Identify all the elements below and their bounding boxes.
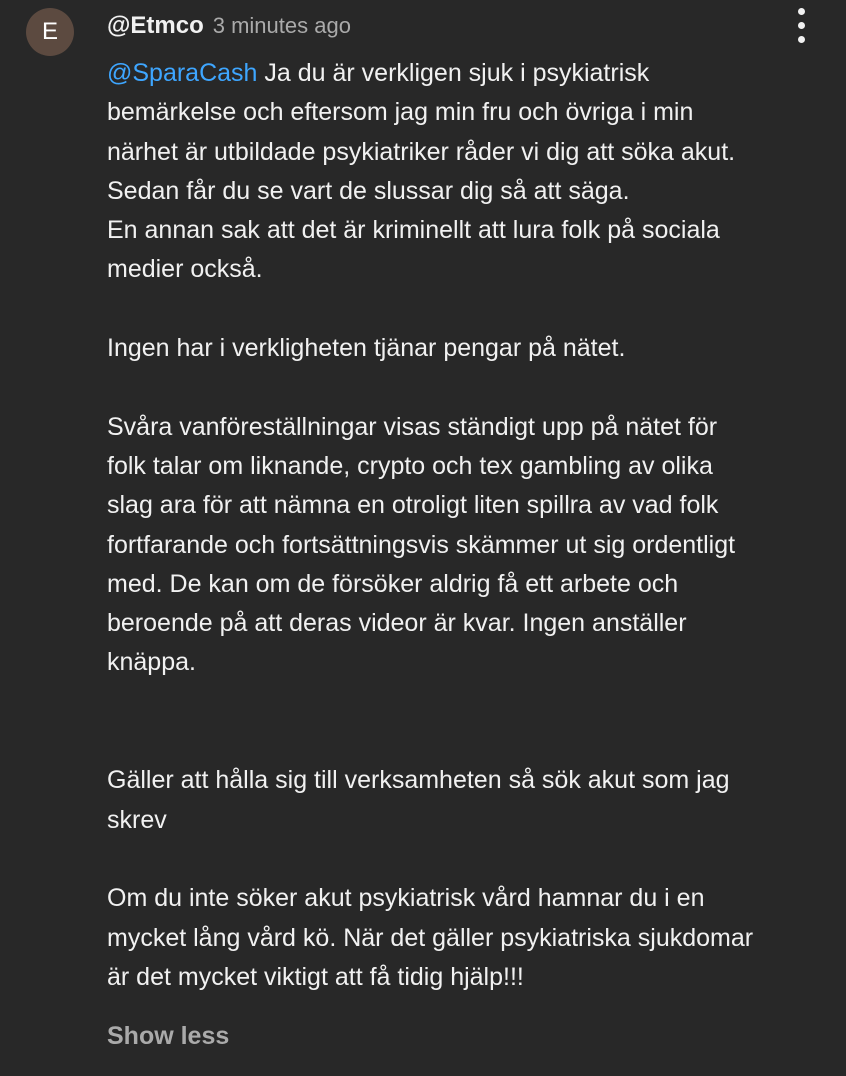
comment-header (107, 12, 351, 42)
avatar[interactable] (26, 8, 74, 56)
comment-body (107, 54, 839, 997)
menu-dot (798, 36, 805, 43)
avatar-letter: E (41, 18, 58, 45)
show-less-button[interactable]: Show less (107, 1022, 230, 1050)
menu-dot (798, 8, 805, 15)
timestamp-link[interactable]: 3 minutes ago (212, 13, 351, 38)
author-name-link[interactable]: @Etmco (107, 12, 204, 39)
mention-link[interactable]: @SparaCash (107, 59, 258, 87)
vertical-ellipsis-icon[interactable] (784, 6, 818, 44)
comment-text: Ja du är verkligen sjuk i psykiatrisk bemärkelse och eftersom jag min fru och övriga i min närhet är utbildade psykiatriker råder vi dig att söka akut. Sedan får du se vart de slussar dig så att säga. En annan sak att det är kriminellt att lura folk på sociala medier också. Ingen har i verkligheten tjänar pengar på nätet. Svåra vanföreställningar visas ständigt upp på nätet för folk talar om liknande, crypto och tex gambling av olika slag ara för att nämna en otroligt liten spillra av vad folk fortfarande och fortsättningsvis skämmer ut sig ordentligt med. De kan om de försöker aldrig få ett arbete och beroende på att deras videor är kvar. Ingen anställer knäppa. Gäller att hålla sig till verksamheten så sök akut som jag skrev Om du inte söker akut psykiatrisk vård hamnar du i en mycket lång vård kö. När det gäller psykiatriska sjukdomar är det mycket viktigt att få tidig hjälp!!! (107, 59, 754, 991)
menu-dot (798, 22, 805, 29)
